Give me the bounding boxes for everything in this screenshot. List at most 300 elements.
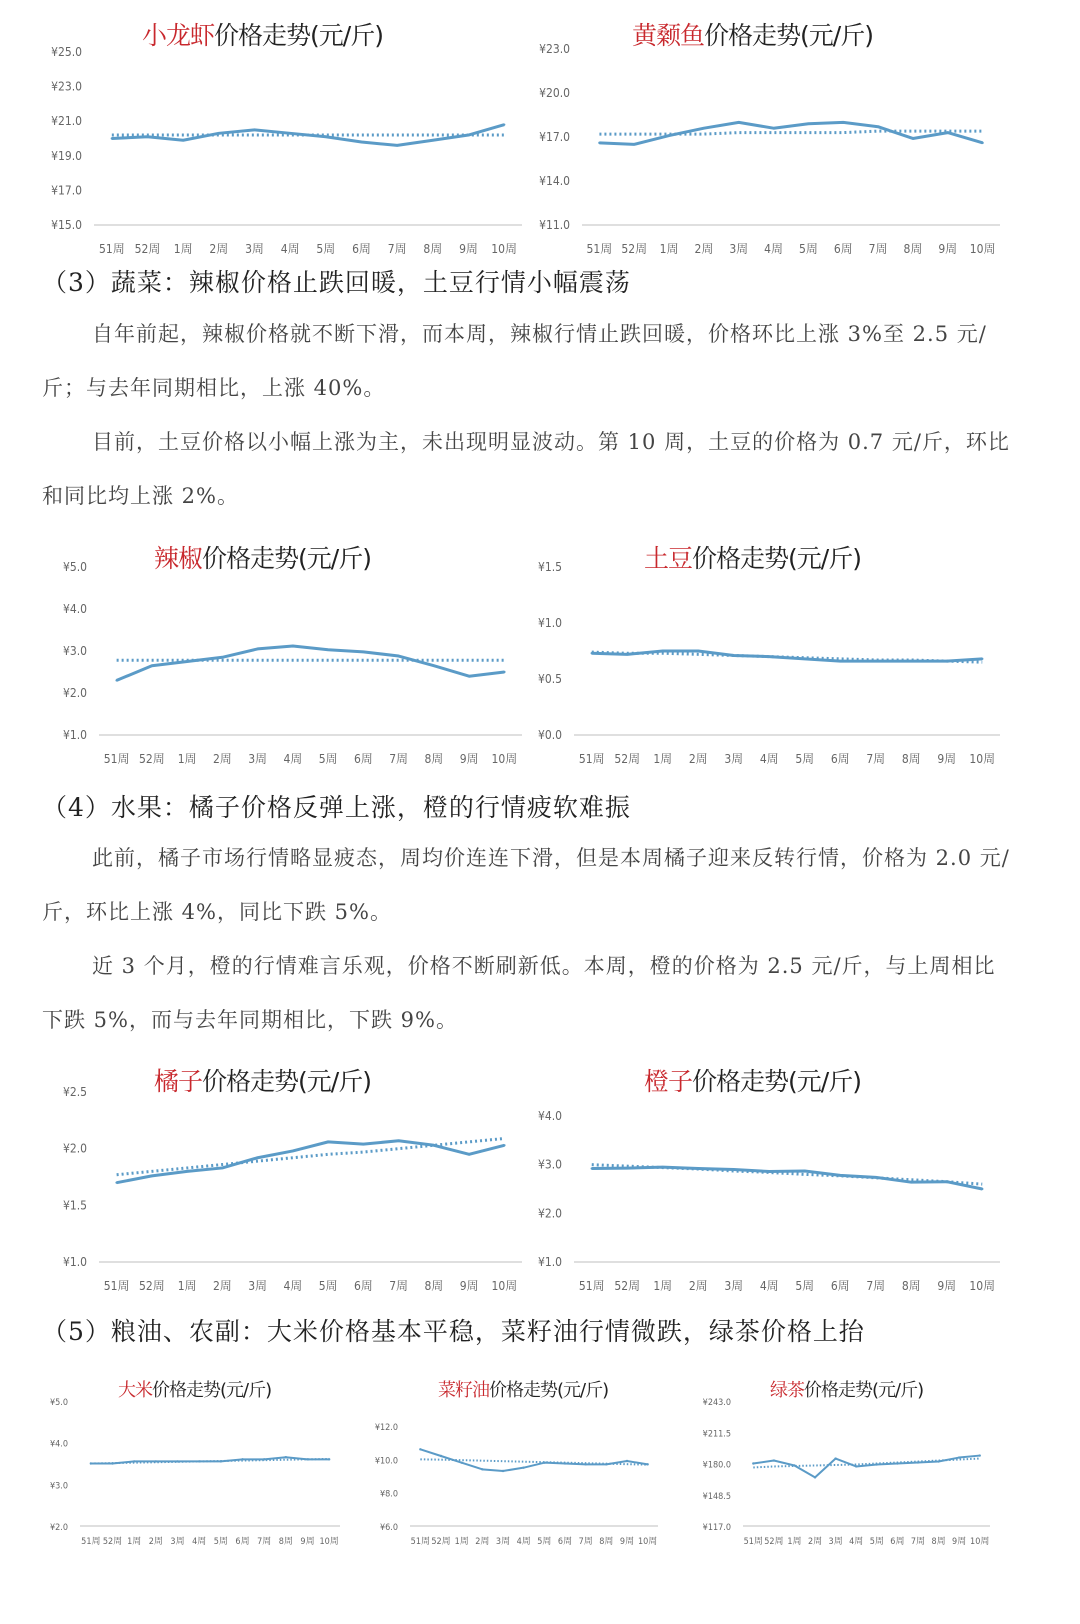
price-point [584, 1463, 586, 1465]
y-tick-label: ¥11.0 [539, 218, 570, 232]
price-point [807, 123, 809, 125]
y-tick-label: ¥3.0 [62, 644, 87, 658]
y-tick-label: ¥2.0 [49, 1523, 68, 1533]
x-tick-label: 9周 [938, 242, 958, 256]
price-point [947, 131, 949, 133]
x-tick-label: 8周 [423, 242, 443, 256]
price-point [306, 1458, 308, 1460]
y-tick-label: ¥23.0 [539, 42, 570, 56]
price-point [752, 1462, 754, 1464]
chart-rapeseed-oil [368, 1374, 678, 1554]
trend-line [599, 131, 982, 134]
x-tick-label: 4周 [280, 242, 300, 256]
chart-title-suffix: 价格走势(元/斤) [489, 1380, 609, 1401]
price-point [186, 1170, 188, 1172]
x-tick-label: 3周 [828, 1537, 843, 1547]
price-point [626, 653, 628, 655]
y-tick-label: ¥5.0 [62, 560, 87, 574]
x-tick-label: 52周 [614, 752, 641, 766]
x-tick-label: 51周 [743, 1537, 763, 1547]
x-tick-label: 5周 [318, 752, 338, 766]
price-point [875, 660, 877, 662]
price-line [420, 1449, 647, 1471]
price-point [979, 1454, 981, 1456]
price-point [115, 1181, 117, 1183]
x-tick-label: 3周 [724, 1279, 744, 1293]
paragraph-tangerine: 此前，橘子市场行情略显疲态，周均价连连下滑，但是本周橘子迎来反转行情，价格为 2.0 元/斤，环比上涨 4%，同比下跌 5%。 [42, 846, 1010, 924]
x-tick-label: 51周 [586, 242, 613, 256]
price-point [591, 652, 593, 654]
price-point [697, 1167, 699, 1169]
chart-title-suffix: 价格走势(元/斤) [152, 1380, 272, 1401]
price-point [256, 648, 258, 650]
price-line [112, 125, 504, 146]
price-point [981, 142, 983, 144]
x-tick-label: 6周 [830, 1279, 850, 1293]
price-point [768, 1170, 770, 1172]
y-tick-label: ¥2.5 [62, 1085, 87, 1099]
price-point [733, 1168, 735, 1170]
x-tick-label: 4周 [764, 242, 784, 256]
x-tick-label: 10周 [491, 242, 518, 256]
x-tick-label: 9周 [937, 752, 957, 766]
x-tick-label: 5周 [795, 1279, 815, 1293]
price-point [591, 1167, 593, 1169]
price-point [646, 1463, 648, 1465]
chart-title-item: 橘子 [154, 1067, 203, 1096]
x-tick-label: 4周 [759, 752, 779, 766]
x-tick-label: 3周 [724, 752, 744, 766]
x-tick-label: 52周 [139, 1279, 165, 1293]
price-point [633, 143, 635, 145]
x-tick-label: 6周 [235, 1537, 250, 1547]
x-tick-label: 3周 [248, 752, 268, 766]
price-point [912, 137, 914, 139]
price-point [697, 650, 699, 652]
x-tick-label: 1周 [127, 1537, 142, 1547]
x-tick-label: 6周 [890, 1537, 905, 1547]
price-point [362, 651, 364, 653]
price-point [839, 660, 841, 662]
price-point [773, 1459, 775, 1461]
y-tick-label: ¥19.0 [51, 148, 82, 163]
x-tick-label: 10周 [970, 1537, 990, 1547]
chart-title-item: 橙子 [644, 1067, 693, 1096]
price-line [592, 1167, 983, 1189]
chart-title-item: 辣椒 [154, 544, 203, 573]
x-tick-label: 6周 [353, 752, 373, 766]
price-point [626, 1460, 628, 1462]
x-tick-label: 10周 [638, 1537, 658, 1547]
y-tick-label: ¥243.0 [702, 1398, 731, 1408]
x-tick-label: 4周 [516, 1537, 531, 1547]
x-tick-label: 3周 [170, 1537, 185, 1547]
price-point [327, 1141, 329, 1143]
chart-plot [690, 1374, 1010, 1554]
price-point [397, 1140, 399, 1142]
x-tick-label: 1周 [653, 1279, 673, 1293]
x-tick-label: 8周 [901, 752, 921, 766]
chart-green-tea [690, 1374, 1010, 1554]
price-point [328, 1458, 330, 1460]
y-tick-label: ¥0.0 [537, 728, 562, 742]
price-point [626, 1167, 628, 1169]
price-point [362, 1143, 364, 1145]
price-point [662, 650, 664, 652]
x-tick-label: 52周 [134, 242, 161, 256]
y-tick-label: ¥20.0 [539, 86, 570, 100]
chart-title-item: 小龙虾 [142, 21, 215, 50]
x-tick-label: 51周 [578, 1279, 605, 1293]
chart-orange [532, 1058, 1032, 1308]
x-tick-label: 6周 [833, 242, 853, 256]
price-point [396, 144, 398, 146]
price-point [876, 1463, 878, 1465]
price-point [598, 142, 600, 144]
price-point [263, 1458, 265, 1460]
y-tick-label: ¥17.0 [539, 130, 570, 144]
y-tick-label: ¥1.5 [537, 560, 562, 574]
price-line [753, 1456, 979, 1478]
x-tick-label: 52周 [431, 1537, 451, 1547]
section-heading-fruit: （4）水果：橘子价格反弹上涨，橙的行情疲软难振 [42, 793, 631, 822]
price-point [432, 139, 434, 141]
chart-chili [42, 535, 542, 785]
price-point [814, 1476, 816, 1478]
price-point [186, 660, 188, 662]
price-point [804, 658, 806, 660]
y-tick-label: ¥14.0 [539, 174, 570, 188]
x-tick-label: 8周 [424, 752, 444, 766]
x-tick-label: 9周 [459, 1279, 479, 1293]
price-point [285, 1456, 287, 1458]
price-point [503, 123, 505, 125]
price-point [360, 141, 362, 143]
price-point [433, 665, 435, 667]
price-point [460, 1461, 462, 1463]
y-tick-label: ¥2.0 [537, 1206, 562, 1221]
chart-crayfish [42, 12, 542, 267]
x-tick-label: 1周 [659, 242, 679, 256]
y-tick-label: ¥2.0 [62, 1141, 87, 1156]
chart-title-item: 绿茶 [770, 1380, 804, 1401]
y-tick-label: ¥12.0 [374, 1423, 398, 1433]
x-tick-label: 5周 [798, 242, 818, 256]
price-point [253, 129, 255, 131]
price-point [146, 136, 148, 138]
price-point [937, 1460, 939, 1462]
price-point [220, 1460, 222, 1462]
x-tick-label: 4周 [283, 1279, 303, 1293]
price-point [221, 656, 223, 658]
price-point [772, 127, 774, 129]
price-point [793, 1464, 795, 1466]
price-point [981, 1188, 983, 1190]
y-tick-label: ¥211.5 [702, 1429, 731, 1440]
price-point [503, 1144, 505, 1146]
x-tick-label: 7周 [257, 1537, 272, 1547]
chart-potato [532, 535, 1032, 785]
price-point [151, 1175, 153, 1177]
price-line [117, 1141, 505, 1183]
x-tick-label: 9周 [459, 752, 479, 766]
price-point [564, 1462, 566, 1464]
price-point [292, 1150, 294, 1152]
x-tick-label: 52周 [614, 1279, 641, 1293]
y-tick-label: ¥6.0 [379, 1523, 398, 1533]
chart-plot [42, 1058, 542, 1308]
price-point [111, 1462, 113, 1464]
y-tick-label: ¥4.0 [49, 1439, 68, 1450]
price-point [292, 645, 294, 647]
price-point [703, 127, 705, 129]
price-point [768, 655, 770, 657]
x-tick-label: 3周 [729, 242, 749, 256]
price-line [117, 646, 505, 680]
x-tick-label: 52周 [621, 242, 648, 256]
x-tick-label: 10周 [969, 752, 996, 766]
x-tick-label: 1周 [177, 1279, 197, 1293]
chart-plot [532, 1058, 1032, 1308]
x-tick-label: 2周 [209, 242, 229, 256]
x-tick-label: 2周 [694, 242, 714, 256]
x-tick-label: 51周 [103, 752, 130, 766]
x-tick-label: 51周 [578, 752, 605, 766]
x-tick-label: 4周 [759, 1279, 779, 1293]
price-point [503, 671, 505, 673]
x-tick-label: 7周 [578, 1537, 593, 1547]
x-tick-label: 5周 [537, 1537, 552, 1547]
chart-title-suffix: 价格走势(元/斤) [202, 1067, 371, 1096]
y-tick-label: ¥1.0 [537, 616, 562, 630]
x-tick-label: 6周 [352, 242, 371, 256]
price-point [662, 1166, 664, 1168]
price-point [419, 1448, 421, 1450]
x-tick-label: 1周 [173, 242, 193, 256]
x-tick-label: 2周 [688, 752, 708, 766]
x-tick-label: 8周 [931, 1537, 946, 1547]
chart-title-suffix: 价格走势(元/斤) [202, 544, 371, 573]
x-tick-label: 7周 [910, 1537, 926, 1547]
chart-title-item: 菜籽油 [438, 1380, 489, 1401]
price-point [397, 655, 399, 657]
x-tick-label: 9周 [300, 1537, 315, 1547]
x-tick-label: 10周 [491, 1279, 518, 1293]
y-tick-label: ¥3.0 [537, 1157, 562, 1172]
y-tick-label: ¥117.0 [702, 1523, 731, 1533]
x-tick-label: 5周 [318, 1279, 338, 1293]
price-point [502, 1470, 504, 1472]
price-point [198, 1460, 200, 1462]
y-tick-label: ¥25.0 [51, 45, 82, 59]
x-tick-label: 8周 [278, 1537, 293, 1547]
price-point [218, 132, 220, 134]
x-tick-label: 51周 [410, 1537, 430, 1547]
price-point [256, 1157, 258, 1159]
x-tick-label: 5周 [316, 242, 336, 256]
price-point [910, 660, 912, 662]
x-tick-label: 4周 [192, 1537, 207, 1547]
chart-plot [42, 12, 542, 267]
price-point [289, 132, 291, 134]
y-tick-label: ¥1.0 [537, 1255, 562, 1269]
x-tick-label: 7周 [866, 752, 886, 766]
price-point [946, 660, 948, 662]
price-point [481, 1468, 483, 1470]
chart-title-suffix: 价格走势(元/斤) [804, 1380, 924, 1401]
price-point [958, 1456, 960, 1458]
y-tick-label: ¥23.0 [51, 79, 82, 94]
x-tick-label: 8周 [599, 1537, 614, 1547]
price-point [176, 1460, 178, 1462]
paragraph-potato: 目前，土豆价格以小幅上涨为主，未出现明显波动。第 10 周，土豆的价格为 0.7 元/斤，环比和同比均上涨 2%。 [42, 430, 1010, 508]
price-point [151, 665, 153, 667]
x-tick-label: 6周 [353, 1279, 373, 1293]
price-point [327, 649, 329, 651]
x-tick-label: 52周 [102, 1537, 123, 1547]
chart-title-suffix: 价格走势(元/斤) [692, 1067, 861, 1096]
x-tick-label: 9周 [952, 1537, 967, 1547]
y-tick-label: ¥180.0 [702, 1460, 731, 1471]
y-tick-label: ¥15.0 [51, 218, 82, 232]
price-point [738, 121, 740, 123]
section-heading-vegetables: （3）蔬菜：辣椒价格止跌回暖，土豆行情小幅震荡 [42, 268, 631, 297]
price-point [182, 139, 184, 141]
price-point [468, 675, 470, 677]
price-point [115, 679, 117, 681]
chart-title-item: 黄颡鱼 [632, 21, 705, 50]
x-tick-label: 5周 [869, 1537, 884, 1547]
price-point [467, 134, 469, 136]
x-tick-label: 1周 [177, 752, 197, 766]
x-tick-label: 9周 [619, 1537, 635, 1547]
price-point [733, 654, 735, 656]
x-tick-label: 2周 [212, 1279, 232, 1293]
price-point [325, 136, 327, 138]
x-tick-label: 7周 [389, 752, 409, 766]
y-tick-label: ¥148.5 [702, 1491, 731, 1502]
chart-title-item: 大米 [118, 1380, 152, 1401]
x-tick-label: 2周 [148, 1537, 163, 1547]
price-point [842, 121, 844, 123]
price-point [522, 1466, 524, 1468]
x-tick-label: 51周 [81, 1537, 101, 1547]
x-tick-label: 7周 [387, 242, 407, 256]
x-tick-label: 7周 [868, 242, 888, 256]
chart-plot [368, 1374, 678, 1554]
x-tick-label: 8周 [903, 242, 923, 256]
y-tick-label: ¥5.0 [49, 1398, 68, 1408]
price-point [111, 137, 113, 139]
x-tick-label: 4周 [849, 1537, 864, 1547]
paragraph-orange: 近 3 个月，橙的行情难言乐观，价格不断刷新低。本周，橙的价格为 2.5 元/斤，与上周相比下跌 5%，而与去年同期相比，下跌 9%。 [42, 954, 996, 1032]
price-point [133, 1460, 135, 1462]
x-tick-label: 51周 [98, 242, 125, 256]
y-tick-label: ¥1.0 [62, 1255, 87, 1269]
x-tick-label: 4周 [283, 752, 303, 766]
price-point [605, 1463, 607, 1465]
price-point [804, 1170, 806, 1172]
price-point [433, 1144, 435, 1146]
y-tick-label: ¥2.0 [62, 686, 87, 700]
y-tick-label: ¥21.0 [51, 114, 82, 129]
x-tick-label: 10周 [969, 1279, 996, 1293]
price-point [896, 1462, 898, 1464]
chart-tangerine [42, 1058, 542, 1308]
x-tick-label: 1周 [653, 752, 673, 766]
price-point [155, 1460, 157, 1462]
x-tick-label: 7周 [389, 1279, 409, 1293]
chart-plot [42, 535, 542, 785]
price-point [221, 1167, 223, 1169]
y-tick-label: ¥4.0 [537, 1109, 562, 1123]
price-point [834, 1457, 836, 1459]
chart-title-item: 土豆 [644, 544, 693, 573]
x-tick-label: 2周 [475, 1537, 490, 1547]
x-tick-label: 6周 [830, 752, 850, 766]
y-tick-label: ¥1.5 [62, 1198, 87, 1213]
y-tick-label: ¥1.0 [62, 728, 87, 742]
y-tick-label: ¥10.0 [374, 1456, 398, 1467]
x-tick-label: 3周 [495, 1537, 511, 1547]
x-tick-label: 2周 [807, 1537, 823, 1547]
price-point [875, 1176, 877, 1178]
x-tick-label: 2周 [688, 1279, 708, 1293]
x-tick-label: 6周 [557, 1537, 573, 1547]
x-tick-label: 2周 [212, 752, 232, 766]
x-tick-label: 10周 [969, 242, 996, 256]
x-tick-label: 9周 [459, 242, 478, 256]
price-point [910, 1181, 912, 1183]
price-point [877, 126, 879, 128]
price-point [855, 1465, 857, 1467]
chart-rice [40, 1374, 360, 1554]
y-tick-label: ¥0.5 [537, 672, 562, 686]
section-heading-grain-oil: （5）粮油、农副：大米价格基本平稳，菜籽油行情微跌，绿茶价格上抬 [42, 1317, 865, 1346]
price-point [917, 1461, 919, 1463]
y-tick-label: ¥8.0 [379, 1489, 398, 1500]
x-tick-label: 3周 [245, 242, 264, 256]
price-point [440, 1455, 442, 1457]
y-tick-label: ¥3.0 [49, 1481, 68, 1492]
chart-plot [532, 535, 1032, 785]
x-tick-label: 8周 [424, 1279, 444, 1293]
chart-title-suffix: 价格走势(元/斤) [214, 21, 383, 50]
paragraph-chili: 自年前起，辣椒价格就不断下滑，而本周，辣椒行情止跌回暖，价格环比上涨 3%至 2.5 元/斤；与去年同期相比，上涨 40%。 [42, 322, 987, 400]
chart-title-suffix: 价格走势(元/斤) [704, 21, 873, 50]
x-tick-label: 10周 [319, 1537, 339, 1547]
price-point [468, 1153, 470, 1155]
chart-yellow-catfish [532, 12, 1032, 267]
price-point [839, 1174, 841, 1176]
x-tick-label: 51周 [103, 1279, 130, 1293]
price-point [90, 1462, 92, 1464]
price-point [543, 1461, 545, 1463]
x-tick-label: 8周 [901, 1279, 921, 1293]
x-tick-label: 5周 [795, 752, 815, 766]
y-tick-label: ¥4.0 [62, 602, 87, 616]
price-point [241, 1458, 243, 1460]
price-point [946, 1181, 948, 1183]
chart-plot [532, 12, 1032, 267]
x-tick-label: 52周 [764, 1537, 784, 1547]
trend-line [117, 1138, 505, 1174]
y-tick-label: ¥17.0 [51, 183, 82, 198]
price-point [981, 658, 983, 660]
x-tick-label: 1周 [454, 1537, 469, 1547]
x-tick-label: 3周 [248, 1279, 268, 1293]
x-tick-label: 52周 [139, 752, 165, 766]
